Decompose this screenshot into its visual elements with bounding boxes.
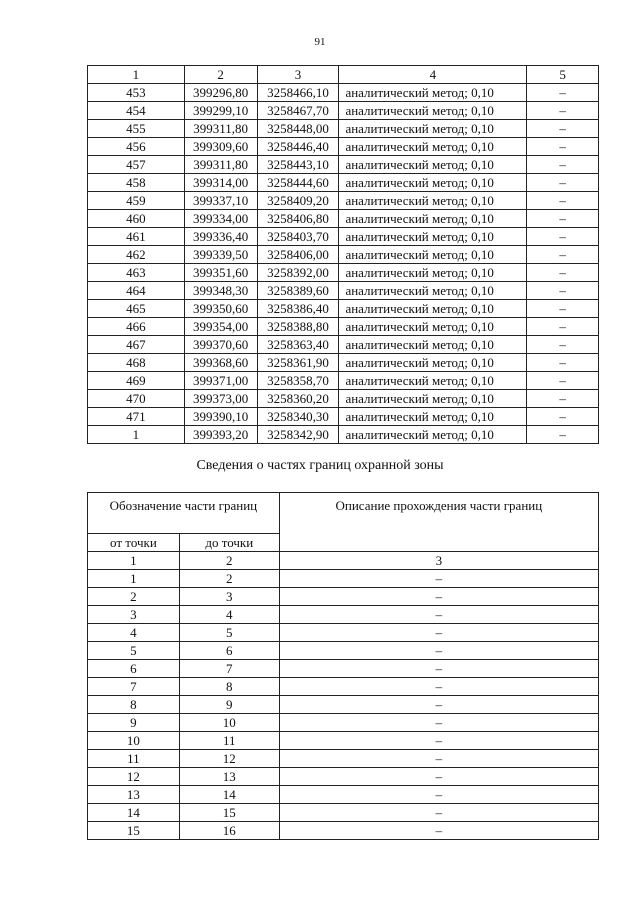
table-cell: 3258443,10 <box>257 156 339 174</box>
table-cell: 8 <box>88 696 180 714</box>
table-cell: – <box>279 714 598 732</box>
table-cell: – <box>279 606 598 624</box>
table-cell: 3258360,20 <box>257 390 339 408</box>
table-cell: 454 <box>88 102 185 120</box>
table-cell: – <box>527 282 599 300</box>
table-row <box>88 642 599 660</box>
table-cell: 13 <box>179 768 279 786</box>
table-row <box>88 84 599 102</box>
table-cell: – <box>279 570 598 588</box>
table-cell: 399373,00 <box>184 390 257 408</box>
table-cell: 3258342,90 <box>257 426 339 444</box>
table-cell: – <box>527 174 599 192</box>
table-cell: 7 <box>179 660 279 678</box>
table-cell: 399390,10 <box>184 408 257 426</box>
table-cell: 399299,10 <box>184 102 257 120</box>
table-cell: 459 <box>88 192 185 210</box>
table-cell: 3 <box>88 606 180 624</box>
table-cell: – <box>527 120 599 138</box>
table-row <box>88 678 599 696</box>
table-cell: 399368,60 <box>184 354 257 372</box>
table-cell: – <box>279 750 598 768</box>
section-title: Сведения о частях границ охранной зоны <box>196 458 444 473</box>
table-row <box>88 336 599 354</box>
table-cell: аналитический метод; 0,10 <box>339 192 527 210</box>
table-cell: 399371,00 <box>184 372 257 390</box>
table-cell: аналитический метод; 0,10 <box>339 138 527 156</box>
table-cell: 10 <box>88 732 180 750</box>
table-row <box>88 606 599 624</box>
table-row <box>88 246 599 264</box>
table-cell: 458 <box>88 174 185 192</box>
table-cell: 3258358,70 <box>257 372 339 390</box>
table-cell: 461 <box>88 228 185 246</box>
table-row <box>88 804 599 822</box>
table-cell: 15 <box>179 804 279 822</box>
table-cell: 469 <box>88 372 185 390</box>
table-cell: 9 <box>88 714 180 732</box>
table-cell: 1 <box>88 552 180 570</box>
table-cell: 3258340,30 <box>257 408 339 426</box>
table-cell: 399336,40 <box>184 228 257 246</box>
table-cell: аналитический метод; 0,10 <box>339 408 527 426</box>
table-header-row <box>88 66 599 84</box>
table-cell: 12 <box>88 768 180 786</box>
table-row <box>88 354 599 372</box>
table-cell: – <box>527 102 599 120</box>
table-cell: 1 <box>88 66 185 84</box>
table-cell: 3258467,70 <box>257 102 339 120</box>
table-row <box>88 822 599 840</box>
table-row <box>88 660 599 678</box>
table-cell: – <box>527 318 599 336</box>
table-row <box>88 588 599 606</box>
table-row <box>88 138 599 156</box>
table-cell: 10 <box>179 714 279 732</box>
table-cell: 13 <box>88 786 180 804</box>
table-cell: – <box>527 264 599 282</box>
coordinates-table <box>87 65 599 444</box>
table-cell: 453 <box>88 84 185 102</box>
table-cell: аналитический метод; 0,10 <box>339 264 527 282</box>
table-cell: 455 <box>88 120 185 138</box>
table-cell: 399337,10 <box>184 192 257 210</box>
table-cell: 3258406,80 <box>257 210 339 228</box>
table-row <box>88 732 599 750</box>
table-cell: аналитический метод; 0,10 <box>339 300 527 318</box>
table-cell: аналитический метод; 0,10 <box>339 318 527 336</box>
table-cell: – <box>279 804 598 822</box>
table-cell: – <box>527 426 599 444</box>
table-header-row <box>88 493 599 534</box>
table-cell: 2 <box>179 570 279 588</box>
table-row <box>88 156 599 174</box>
table-cell: – <box>279 588 598 606</box>
table-cell: – <box>527 336 599 354</box>
table-row <box>88 624 599 642</box>
table-cell: 399348,30 <box>184 282 257 300</box>
table-cell: аналитический метод; 0,10 <box>339 246 527 264</box>
table-cell: 3258363,40 <box>257 336 339 354</box>
table-cell: аналитический метод; 0,10 <box>339 156 527 174</box>
table-cell: 3258446,40 <box>257 138 339 156</box>
table-cell: 1 <box>88 426 185 444</box>
table-cell: – <box>527 138 599 156</box>
table-cell: – <box>279 732 598 750</box>
table-cell: 3258388,80 <box>257 318 339 336</box>
table-cell: 399339,50 <box>184 246 257 264</box>
table-cell: 399351,60 <box>184 264 257 282</box>
table-row <box>88 210 599 228</box>
table-cell: 12 <box>179 750 279 768</box>
table-cell: аналитический метод; 0,10 <box>339 282 527 300</box>
table-cell: 4 <box>339 66 527 84</box>
table-cell: 399354,00 <box>184 318 257 336</box>
table-row <box>88 768 599 786</box>
table-cell: 14 <box>179 786 279 804</box>
table-cell: 5 <box>527 66 599 84</box>
table-cell: 399350,60 <box>184 300 257 318</box>
table-cell: – <box>279 696 598 714</box>
table-cell: 7 <box>88 678 180 696</box>
table-row <box>88 390 599 408</box>
table-cell: – <box>527 372 599 390</box>
table-row <box>88 714 599 732</box>
table-cell: 3 <box>179 588 279 606</box>
table-cell: 3258386,40 <box>257 300 339 318</box>
table-cell: 3 <box>257 66 339 84</box>
table-cell: 11 <box>179 732 279 750</box>
table-row <box>88 318 599 336</box>
table-cell: 468 <box>88 354 185 372</box>
header-boundary-description: Описание прохождения части границ <box>279 493 598 552</box>
header-from-point: от точки <box>88 534 180 552</box>
header-to-point: до точки <box>179 534 279 552</box>
table-cell: аналитический метод; 0,10 <box>339 228 527 246</box>
table-cell: 2 <box>88 588 180 606</box>
table-cell: 399393,20 <box>184 426 257 444</box>
table-cell: 5 <box>179 624 279 642</box>
table-row <box>88 174 599 192</box>
table-cell: 462 <box>88 246 185 264</box>
table-cell: аналитический метод; 0,10 <box>339 174 527 192</box>
table-cell: 399314,00 <box>184 174 257 192</box>
table-row <box>88 102 599 120</box>
table-cell: 465 <box>88 300 185 318</box>
table-cell: 14 <box>88 804 180 822</box>
table-row <box>88 570 599 588</box>
page-number: 91 <box>314 36 326 48</box>
table-cell: – <box>279 678 598 696</box>
table-cell: 2 <box>179 552 279 570</box>
table-cell: 464 <box>88 282 185 300</box>
table-cell: 1 <box>88 570 180 588</box>
table-cell: – <box>279 822 598 840</box>
table-cell: 3258448,00 <box>257 120 339 138</box>
table-cell: 399296,80 <box>184 84 257 102</box>
table-cell: 4 <box>88 624 180 642</box>
table-cell: – <box>279 786 598 804</box>
table-cell: 471 <box>88 408 185 426</box>
table-cell: 15 <box>88 822 180 840</box>
table-cell: 470 <box>88 390 185 408</box>
table-cell: 11 <box>88 750 180 768</box>
table-cell: 457 <box>88 156 185 174</box>
table-cell: – <box>527 354 599 372</box>
table-cell: – <box>527 84 599 102</box>
table-cell: 3 <box>279 552 598 570</box>
table-cell: 3258409,20 <box>257 192 339 210</box>
table-cell: 467 <box>88 336 185 354</box>
table-cell: 3258403,70 <box>257 228 339 246</box>
table-cell: аналитический метод; 0,10 <box>339 84 527 102</box>
table-cell: 466 <box>88 318 185 336</box>
table-cell: – <box>279 768 598 786</box>
table-cell: – <box>527 300 599 318</box>
table-cell: аналитический метод; 0,10 <box>339 210 527 228</box>
table-cell: 4 <box>179 606 279 624</box>
table-cell: – <box>527 228 599 246</box>
table-row <box>88 408 599 426</box>
table-cell: – <box>527 408 599 426</box>
table-row <box>88 264 599 282</box>
table-cell: – <box>527 390 599 408</box>
table-cell: 399334,00 <box>184 210 257 228</box>
table-cell: аналитический метод; 0,10 <box>339 354 527 372</box>
table-cell: 3258466,10 <box>257 84 339 102</box>
table-cell: – <box>279 624 598 642</box>
table-cell: 5 <box>88 642 180 660</box>
table-cell: – <box>279 642 598 660</box>
table-cell: аналитический метод; 0,10 <box>339 102 527 120</box>
table-cell: 399370,60 <box>184 336 257 354</box>
table-cell: 399309,60 <box>184 138 257 156</box>
table-cell: – <box>527 210 599 228</box>
table-cell: аналитический метод; 0,10 <box>339 120 527 138</box>
table-cell: 460 <box>88 210 185 228</box>
header-boundary-designation: Обозначение части границ <box>88 493 280 534</box>
table-cell: – <box>527 246 599 264</box>
table-row <box>88 228 599 246</box>
table-cell: аналитический метод; 0,10 <box>339 336 527 354</box>
table-cell: – <box>527 192 599 210</box>
table-cell: 3258389,60 <box>257 282 339 300</box>
table-cell: 3258361,90 <box>257 354 339 372</box>
table-cell: 8 <box>179 678 279 696</box>
table-cell: 3258444,60 <box>257 174 339 192</box>
table-row <box>88 372 599 390</box>
table-cell: 9 <box>179 696 279 714</box>
table-cell: 6 <box>179 642 279 660</box>
table-cell: 2 <box>184 66 257 84</box>
table-row <box>88 192 599 210</box>
table-row <box>88 282 599 300</box>
boundary-parts-table <box>87 492 599 840</box>
table-row <box>88 786 599 804</box>
table-row <box>88 120 599 138</box>
table-cell: 3258392,00 <box>257 264 339 282</box>
table-cell: аналитический метод; 0,10 <box>339 426 527 444</box>
table-cell: 456 <box>88 138 185 156</box>
table-cell: – <box>279 660 598 678</box>
table-cell: 6 <box>88 660 180 678</box>
table-row <box>88 426 599 444</box>
table-row <box>88 300 599 318</box>
table-number-row <box>88 552 599 570</box>
table-cell: 463 <box>88 264 185 282</box>
table-cell: – <box>527 156 599 174</box>
table-cell: аналитический метод; 0,10 <box>339 390 527 408</box>
table-cell: 399311,80 <box>184 156 257 174</box>
table-cell: аналитический метод; 0,10 <box>339 372 527 390</box>
table-row <box>88 750 599 768</box>
table-cell: 3258406,00 <box>257 246 339 264</box>
table-cell: 399311,80 <box>184 120 257 138</box>
table-row <box>88 696 599 714</box>
table-cell: 16 <box>179 822 279 840</box>
